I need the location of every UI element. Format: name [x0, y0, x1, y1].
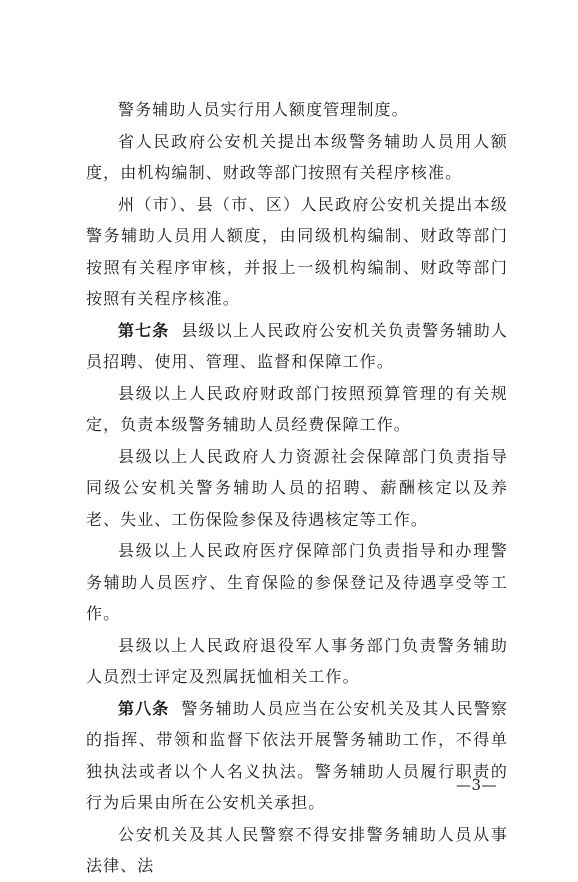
paragraph-6	[86, 441, 508, 536]
paragraph-text: 县级以上人民政府财政部门按照预算管理的有关规定，负责本级警务辅助人员经费保障工作。	[86, 383, 508, 434]
article-8-paragraph	[86, 693, 508, 819]
paragraph-1	[86, 94, 508, 126]
paragraph-text: 县级以上人民政府医疗保障部门负责指导和办理警务辅助人员医疗、生育保险的参保登记及待遇享受等工作。	[86, 541, 508, 623]
paragraph-5	[86, 378, 508, 441]
article-heading: 第八条	[118, 698, 170, 718]
paragraph-text: 州（市）、县（市、区）人民政府公安机关提出本级警务辅助人员用人额度，由同级机构编制、财政等部门按照有关程序审核，并报上一级机构编制、财政等部门按照有关程序核准。	[86, 194, 508, 308]
paragraph-text: 县级以上人民政府退役军人事务部门负责警务辅助人员烈士评定及烈属抚恤相关工作。	[86, 635, 508, 686]
paragraph-8	[86, 630, 508, 693]
article-7-paragraph	[86, 315, 508, 378]
paragraph-10	[86, 819, 508, 882]
paragraph-text: 县级以上人民政府公安机关负责警务辅助人员招聘、使用、管理、监督和保障工作。	[86, 320, 508, 371]
paragraph-3	[86, 189, 508, 315]
paragraph-text: 警务辅助人员实行用人额度管理制度。	[118, 100, 409, 119]
page-number: —3—	[456, 776, 498, 794]
paragraph-text: 警务辅助人员应当在公安机关及其人民警察的指挥、带领和监督下依法开展警务辅助工作，不得单独执法或者以个人名义执法。警务辅助人员履行职责的行为后果由所在公安机关承担。	[86, 698, 508, 812]
paragraph-text: 省人民政府公安机关提出本级警务辅助人员用人额度，由机构编制、财政等部门按照有关程序核准。	[86, 131, 508, 182]
paragraph-text: 公安机关及其人民警察不得安排警务辅助人员从事法律、法	[86, 824, 508, 875]
article-heading: 第七条	[118, 320, 170, 340]
paragraph-2	[86, 126, 508, 189]
paragraph-text: 县级以上人民政府人力资源社会保障部门负责指导同级公安机关警务辅助人员的招聘、薪酬核定以及养老、失业、工伤保险参保及待遇核定等工作。	[86, 446, 508, 529]
document-body	[86, 94, 508, 882]
paragraph-7	[86, 535, 508, 630]
